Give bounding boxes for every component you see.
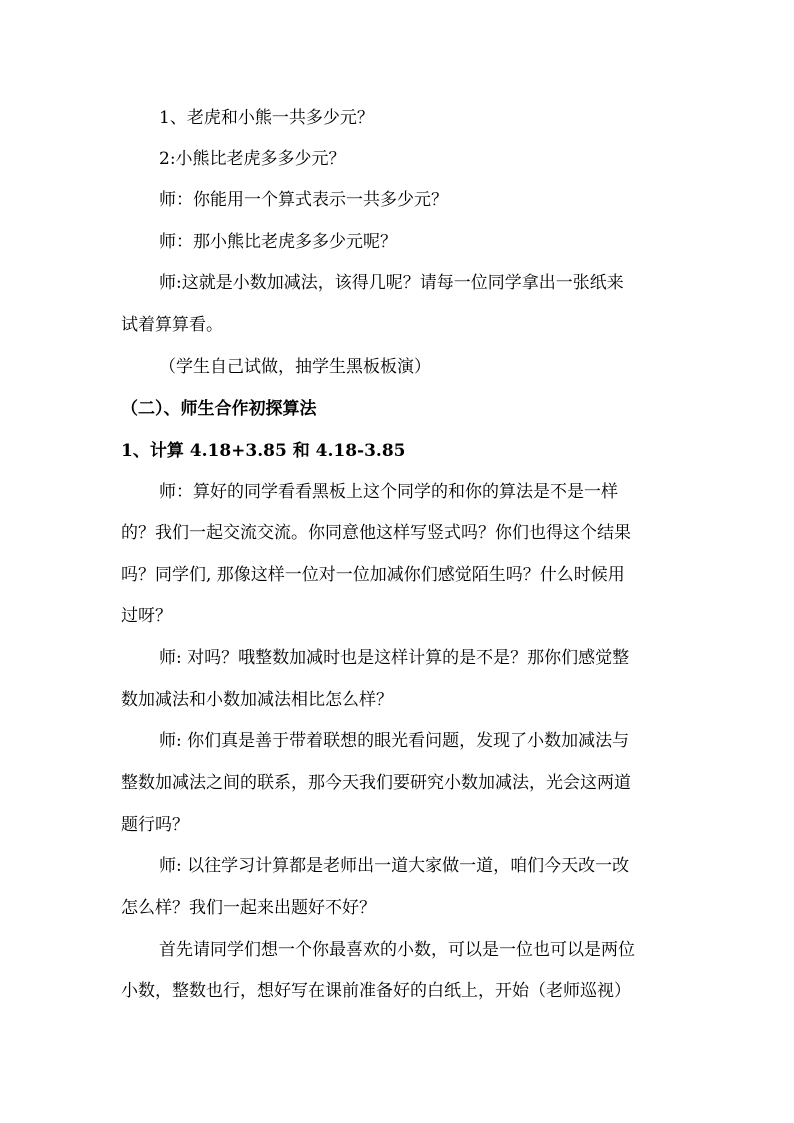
instruction-line: 首先请同学们想一个你最喜欢的小数，可以是一位也可以是两位: [159, 940, 635, 960]
section-heading: （二）、师生合作初探算法: [121, 399, 317, 419]
teacher-line-continued: 试着算算看。: [121, 315, 223, 335]
teacher-line: 师: 以往学习计算都是老师出一道大家做一道，咱们今天改一改: [159, 856, 630, 876]
instruction-line-continued: 小数，整数也行，想好写在课前准备好的白纸上，开始（老师巡视）: [121, 981, 631, 1001]
teacher-line: 师: 你们真是善于带着联想的眼光看问题，发现了小数加减法与: [159, 731, 630, 751]
teacher-line-continued: 怎么样？我们一起来出题好不好？: [121, 898, 376, 918]
teacher-line-continued: 吗？同学们, 那像这样一位对一位加减你们感觉陌生吗？什么时候用: [121, 565, 625, 585]
teacher-line: 师：那小熊比老虎多多少元呢？: [159, 232, 397, 252]
teacher-line: 师：你能用一个算式表示一共多少元？: [159, 190, 448, 210]
teacher-line: 师: 对吗？哦整数加减时也是这样计算的是不是？那你们感觉整: [159, 648, 630, 668]
teacher-line-continued: 整数加减法之间的联系，那今天我们要研究小数加减法，光会这两道: [121, 773, 631, 793]
question-2: 2:小熊比老虎多多少元？: [159, 149, 346, 169]
teacher-line: 师:这就是小数加减法，该得几呢？请每一位同学拿出一张纸来: [159, 273, 624, 293]
student-note: （学生自己试做，抽学生黑板板演）: [159, 357, 431, 377]
question-1: 1、老虎和小熊一共多少元？: [159, 108, 374, 128]
teacher-line-continued: 的？我们一起交流交流。你同意他这样写竖式吗？你们也得这个结果: [121, 523, 631, 543]
sub-heading: 1、计算 4.18+3.85 和 4.18-3.85: [121, 441, 406, 461]
teacher-line-continued: 题行吗？: [121, 815, 189, 835]
teacher-line-continued: 过呀？: [121, 606, 172, 626]
teacher-line-continued: 数加减法和小数加减法相比怎么样？: [121, 690, 393, 710]
teacher-line: 师：算好的同学看看黑板上这个同学的和你的算法是不是一样: [159, 482, 618, 502]
